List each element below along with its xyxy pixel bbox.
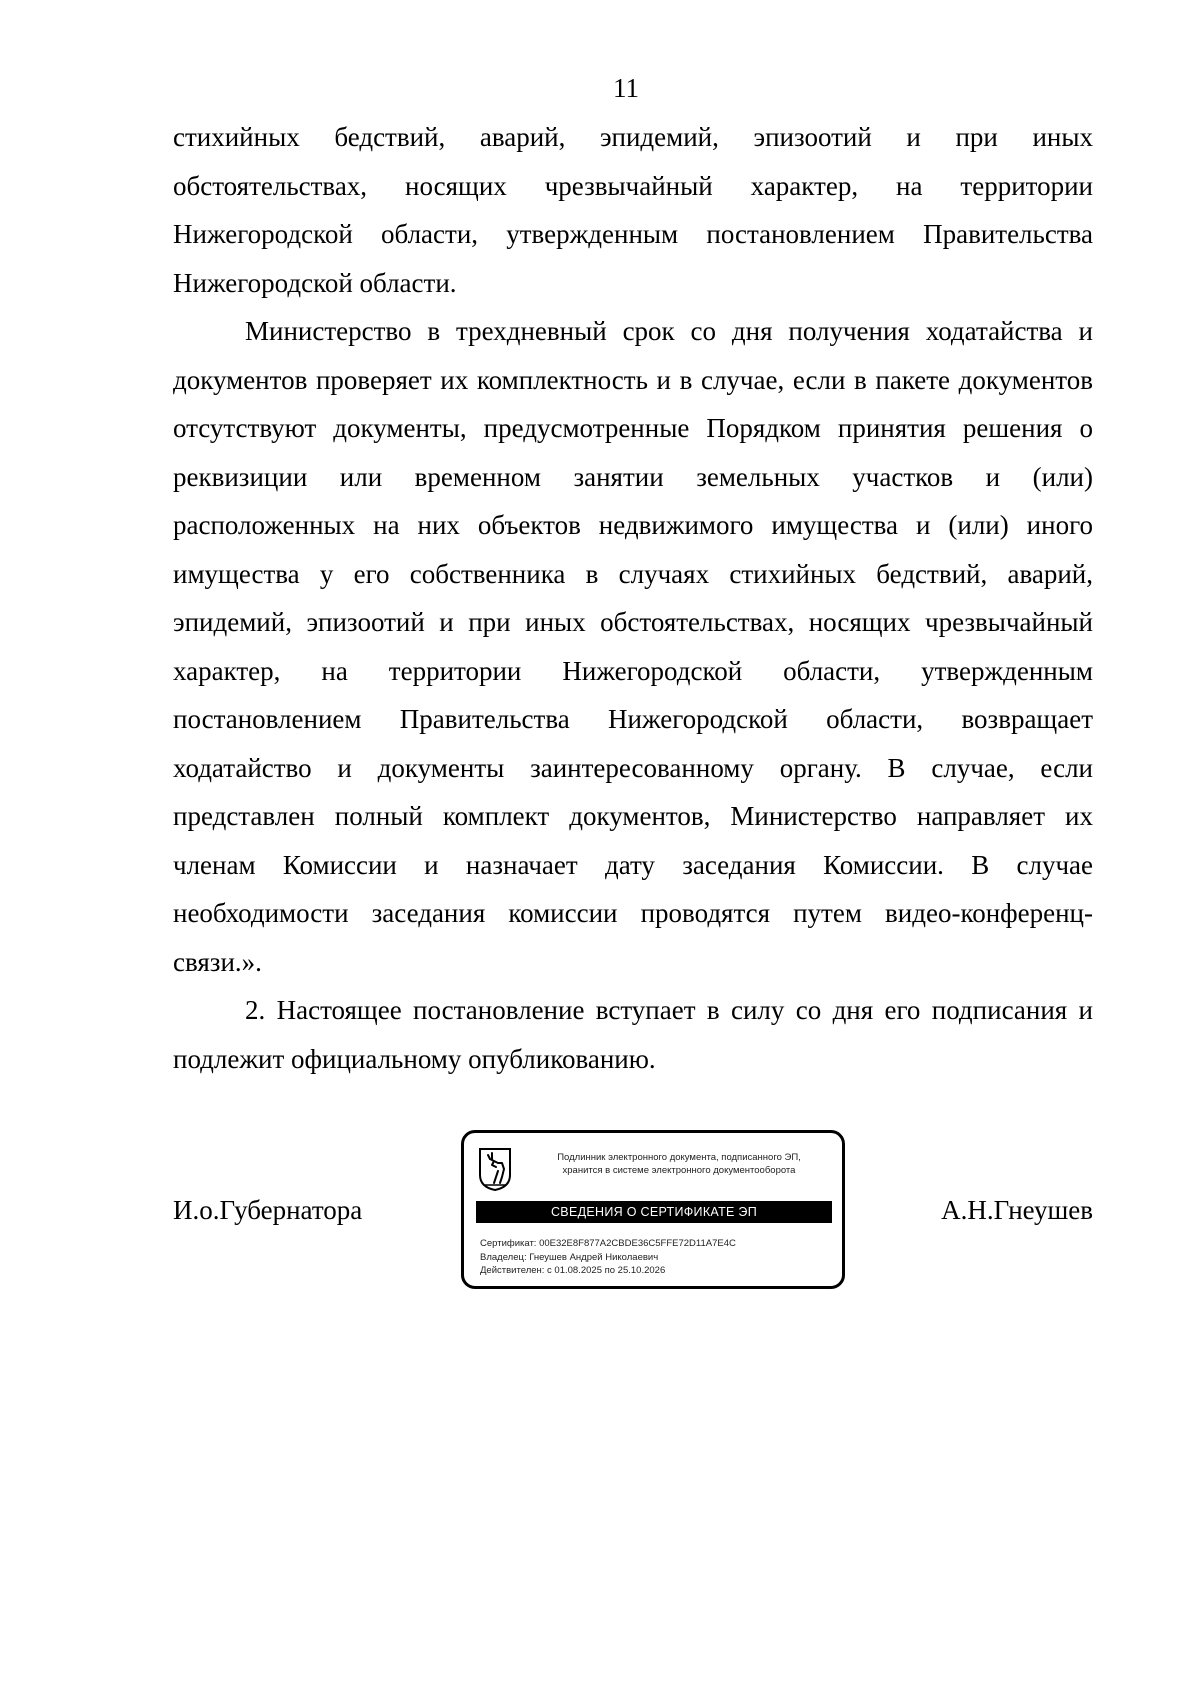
- stamp-valid: Действителен: с 01.08.2025 по 25.10.2026: [480, 1265, 666, 1276]
- signature-block: [173, 1130, 1093, 1300]
- signer-name: А.Н.Гнеушев: [941, 1195, 1093, 1225]
- paragraph-2: Министерство в трехдневный срок со дня получения ходатайства и документов проверяет их комплектность и в случае, если в пакете документов отсутствуют документы, предусмотренные Порядком принятия решения о реквизиции или временном занятии земельных участков и (или) расположенных на них объектов недвижимого имущества и (или) иного имущества у его собственника в случаях стихийных бедствий, аварий, эпидемий, эпизоотий и при иных обстоятельствах, носящих чрезвычайный характер, на территории Нижегородской области, утвержденным постановлением Правительства Нижегородской области, возвращает ходатайство и документы заинтересованному органу. В случае, если представлен полный комплект документов, Министерство направляет их членам Комиссии и назначает дату заседания Комиссии. В случае необходимости заседания комиссии проводятся путем видео-конференц-связи.».: [173, 316, 1093, 977]
- page-number: 11: [613, 73, 639, 103]
- stamp-certificate: Сертификат: 00E32E8F877A2CBDE36C5FFE72D11A7E4C: [480, 1238, 736, 1249]
- stamp-banner: СВЕДЕНИЯ О СЕРТИФИКАТЕ ЭП: [476, 1201, 832, 1223]
- stamp-details: [480, 1237, 736, 1278]
- signer-title: И.о.Губернатора: [173, 1195, 363, 1225]
- paragraph-1: стихийных бедствий, аварий, эпидемий, эпизоотий и при иных обстоятельствах, носящих чрезвычайный характер, на территории Нижегородской области, утвержденным постановлением Правительства Нижегородской области.: [173, 122, 1093, 298]
- electronic-signature-stamp: [461, 1130, 845, 1289]
- stamp-header-line-2: хранится в системе электронного документооборота: [562, 1165, 796, 1176]
- stamp-owner: Владелец: Гнеушев Андрей Николаевич: [480, 1251, 659, 1263]
- stamp-header: [524, 1151, 834, 1177]
- stamp-header-line-1: Подлинник электронного документа, подписанного ЭП,: [557, 1152, 801, 1163]
- nizhny-novgorod-deer-emblem-icon: [478, 1147, 512, 1191]
- paragraph-3: 2. Настоящее постановление вступает в силу со дня его подписания и подлежит официальному опубликованию.: [173, 995, 1093, 1074]
- document-body: [173, 113, 1093, 1083]
